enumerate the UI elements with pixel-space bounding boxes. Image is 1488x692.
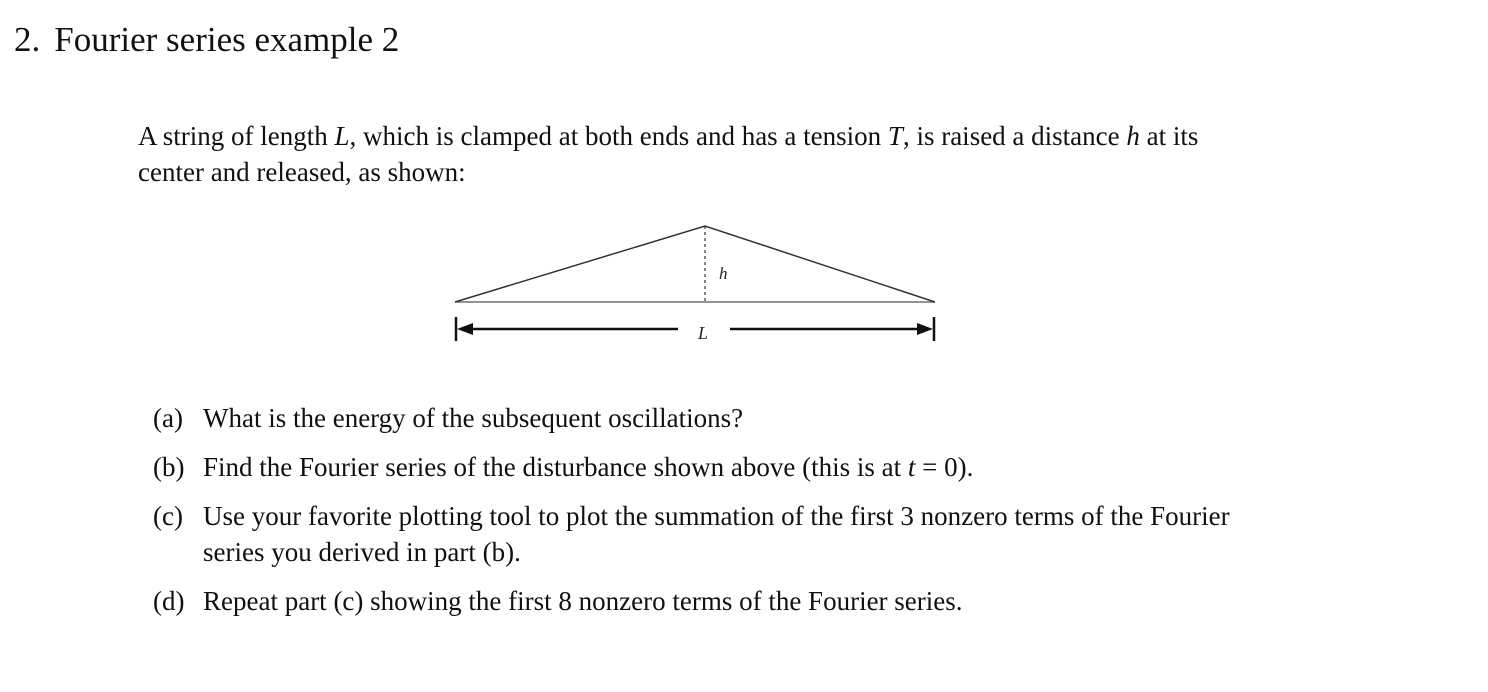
part-text [203, 498, 1230, 570]
part-label: (c) [153, 501, 183, 531]
var-t: t [907, 452, 916, 482]
part-a [153, 400, 1353, 436]
part-b-text-b: = 0). [915, 452, 974, 482]
problem-intro [138, 118, 1358, 190]
part-b [153, 449, 1353, 485]
height-label: h [719, 264, 728, 283]
part-label: (a) [153, 403, 183, 433]
intro-line-1 [138, 118, 1358, 154]
part-d-text: Repeat part (c) showing the first 8 nonzero terms of the Fourier series. [203, 586, 963, 616]
part-label: (d) [153, 586, 185, 616]
intro-line-2: center and released, as shown: [138, 157, 466, 187]
part-c-line-2: series you derived in part (b). [203, 537, 521, 567]
intro-text: at its [1139, 121, 1199, 151]
intro-text: , is raised a distance [902, 121, 1127, 151]
part-b-text [203, 449, 973, 485]
intro-text: , which is clamped at both ends and has a tension [349, 121, 888, 151]
length-arrow-left [457, 323, 473, 335]
var-L: L [334, 121, 350, 151]
length-label: L [698, 323, 709, 343]
part-b-text-a: Find the Fourier series of the disturbance shown above (this is at [203, 452, 908, 482]
length-arrow-right [917, 323, 933, 335]
part-text [203, 449, 973, 485]
var-T: T [887, 121, 903, 151]
part-a-text: What is the energy of the subsequent oscillations? [203, 403, 744, 433]
intro-text: A string of length [138, 121, 335, 151]
plucked-string [455, 226, 935, 302]
part-text [203, 583, 963, 619]
string-diagram [440, 215, 950, 350]
problem-heading [14, 18, 399, 62]
problem-parts [153, 400, 1353, 632]
part-label: (b) [153, 452, 185, 482]
problem-number: 2. [14, 20, 41, 59]
part-c [153, 498, 1353, 570]
part-c-line-1: Use your favorite plotting tool to plot the summation of the first 3 nonzero terms of the Fourier [203, 501, 1230, 531]
var-h: h [1126, 121, 1140, 151]
part-d [153, 583, 1353, 619]
part-text [203, 400, 743, 436]
problem-title: Fourier series example 2 [54, 20, 400, 59]
